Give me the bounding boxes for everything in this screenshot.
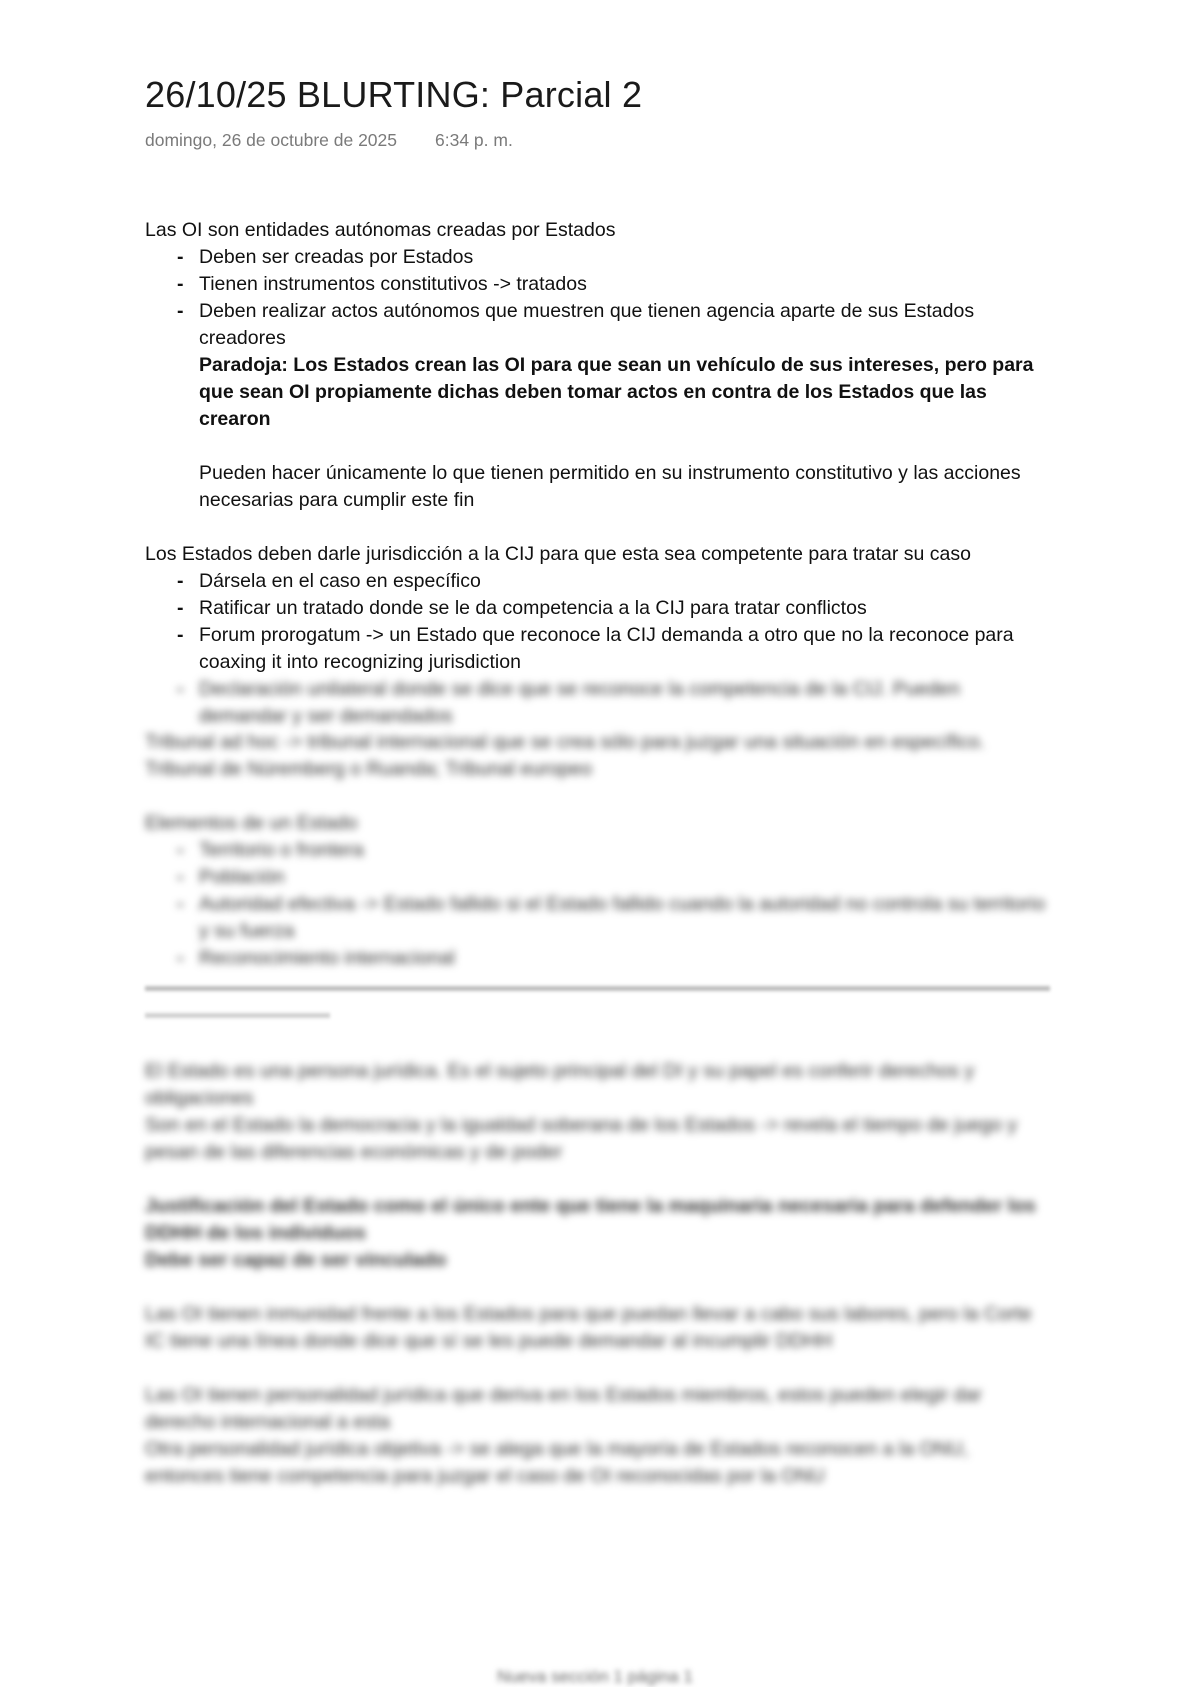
page-footer: Nueva sección 1 página 1 xyxy=(497,1667,693,1686)
list-item: - Dársela en el caso en específico xyxy=(199,568,1050,595)
note-date: domingo, 26 de octubre de 2025 xyxy=(145,130,397,150)
page-title: 26/10/25 BLURTING: Parcial 2 xyxy=(145,74,643,115)
note-time: 6:34 p. m. xyxy=(435,130,513,150)
oi-intro: Las OI son entidades autónomas creadas por Estados xyxy=(145,219,616,241)
blurred-text-block-2 xyxy=(145,1058,1050,1490)
cij-intro: Los Estados deben darle jurisdicción a la CIJ para que esta sea competente para tratar su caso xyxy=(145,543,971,565)
list-item: - Autoridad efectiva -> Estado fallido si el Estado fallido cuando la autoridad no controla su territorio y su fuerza xyxy=(199,891,1050,945)
elements-list xyxy=(145,837,1050,972)
personality-text: Las OI tienen personalidad jurídica que deriva en los Estados miembros, estos pueden elegir dar derecho internacional a esta xyxy=(145,1384,982,1433)
cij-list xyxy=(145,568,1050,730)
list-item: - Declaración unilateral donde se dice que se reconoce la competencia de la CIJ. Pueden demandar y ser demandados xyxy=(199,676,1050,730)
tribunal-adhoc-text: Tribunal ad hoc -> tribunal internacional que se crea sólo para juzgar una situación en específico. xyxy=(145,731,985,753)
justification-subtext: Debe ser capaz de ser vinculado xyxy=(145,1249,447,1271)
separator-line xyxy=(145,986,1050,991)
list-item: - Forum prorogatum -> un Estado que reconoce la CIJ demanda a otro que no la reconoce para coaxing it into recognizing jurisdiction xyxy=(199,622,1050,676)
list-item: - Ratificar un tratado donde se le da competencia a la CIJ para tratar conflictos xyxy=(199,595,1050,622)
immunity-text: Las OI tienen inmunidad frente a los Estados para que puedan llevar a cabo sus labores, pero la Corte IC tiene una línea donde dice que sí se les puede demandar al incumplir DDHH xyxy=(145,1303,1032,1352)
objective-personality-text: Otra personalidad jurídica objetiva -> se alega que la mayoría de Estados reconocen a la ONU, entonces tiene competencia para juzgar el caso de OI reconocidas por la ONU xyxy=(145,1438,969,1487)
oi-limits-text: Pueden hacer únicamente lo que tienen permitido en su instrumento constitutivo y las acciones necesarias para cumplir este fin xyxy=(199,462,1021,511)
separator-line-short xyxy=(145,1013,330,1018)
list-item: - Reconocimiento internacional xyxy=(199,945,1050,972)
list-item: - Territorio o frontera xyxy=(199,837,1050,864)
note-metadata xyxy=(145,130,513,151)
justification-text: Justificación del Estado como el único ente que tiene la maquinaria necesaria para defender los DDHH de los individuos xyxy=(145,1195,1036,1244)
state-democracy-text: Son en el Estado la democracia y la igualdad soberana de los Estados -> revela el tiempo de juego y pesan de las diferencias económicas y de poder xyxy=(145,1114,1018,1163)
blurred-text-block xyxy=(145,729,1050,972)
note-body xyxy=(145,217,1050,730)
blurred-content xyxy=(145,729,1050,1490)
tribunal-examples-text: Tribunal de Núremberg o Ruanda; Tribunal europeo xyxy=(145,758,592,780)
list-item: - Población xyxy=(199,864,1050,891)
state-person-text: El Estado es una persona jurídica. Es el sujeto principal del DI y su papel es conferir derechos y obligaciones xyxy=(145,1060,975,1109)
list-item: - Deben ser creadas por Estados xyxy=(199,244,1050,271)
list-item: - Tienen instrumentos constitutivos -> tratados xyxy=(199,271,1050,298)
list-item: - Deben realizar actos autónomos que muestren que tienen agencia aparte de sus Estados creadores xyxy=(199,298,1050,352)
oi-list xyxy=(145,244,1050,352)
elements-title: Elementos de un Estado xyxy=(145,812,358,834)
paradox-text: Paradoja: Los Estados crean las OI para que sean un vehículo de sus intereses, pero para que sean OI propiamente dichas deben tomar actos en contra de los Estados que las crearon xyxy=(199,354,1034,430)
